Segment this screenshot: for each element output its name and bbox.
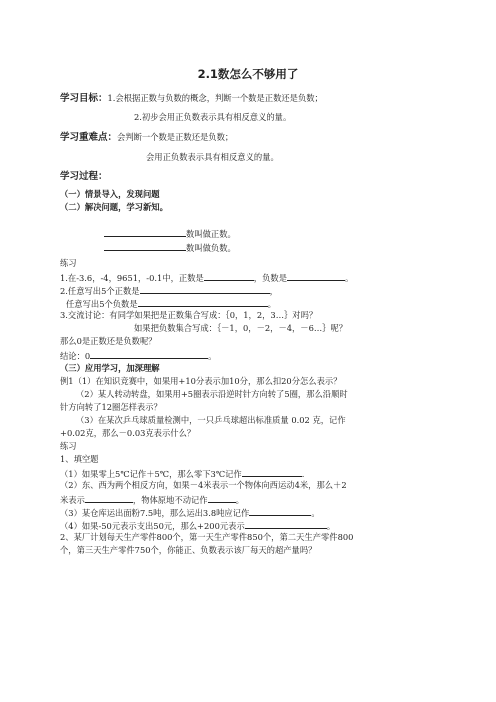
conclusion-text: 结论：0 — [60, 351, 91, 361]
fill-q1 — [60, 467, 304, 480]
fill-q1-text: （1）如果零上5℃记作＋5℃，那么零下3℃记作 — [60, 469, 242, 479]
section-3-heading: （三）应用学习，加深理解 — [60, 363, 160, 373]
example-line-4: （3）在某次乒乓球质量检测中，一只乒乓球超出标准质量 0.02 克，记作 — [76, 415, 346, 425]
question-2-line-1: 2、某厂计划每天生产零件800个，第一天生产零件850个，第二天生产零件800 — [60, 532, 354, 542]
q2a-end: ， — [269, 286, 278, 296]
fill-q4-text: （4）如果-50元表示支出50元，那么+200元表示 — [60, 521, 245, 531]
practice-1-heading: 练习 — [60, 258, 77, 268]
keypoints-row — [60, 132, 233, 143]
practice-1-q1 — [60, 271, 353, 284]
example-line-2: （2）某人转动转盘，如果用+5圈表示沿逆时针方向转了5圈，那么沿顺时 — [76, 389, 348, 399]
q1-positive-blank[interactable] — [204, 271, 254, 281]
page-title: 2.1数怎么不够用了 — [197, 67, 299, 81]
q2-positive-blank[interactable] — [140, 284, 270, 294]
q1-text: 1.在-3.6，-4，9651，-0.1中，正数是 — [60, 273, 204, 283]
q2-negative-blank[interactable] — [138, 297, 268, 307]
fill-q1-blank[interactable] — [242, 467, 302, 477]
example-line-1: 例1（1）在知识竞赛中，如果用+10分表示加10分，那么扣20分怎么表示？ — [60, 376, 342, 386]
example-line-3: 针方向转了12圈怎样表示？ — [60, 402, 162, 412]
fill-q2-blank-2[interactable] — [208, 493, 236, 503]
objective-2: 2.初步会用正负数表示具有相反意义的量。 — [134, 112, 292, 122]
positive-definition-text: 数叫做正数。 — [186, 229, 236, 239]
practice-1-q2b — [66, 297, 276, 310]
conclusion-row — [60, 349, 216, 362]
positive-definition — [104, 227, 236, 240]
practice-2-heading: 练习 — [60, 441, 77, 451]
fill-q3-blank[interactable] — [249, 506, 311, 516]
fill-q1-end: . — [301, 469, 305, 479]
fill-q4-blank[interactable] — [245, 519, 327, 529]
q2b-end: 。 — [267, 299, 276, 309]
q1-negative-text: ，负数是 — [253, 273, 287, 283]
fill-q2a: （2）东、西为两个相反方向，如果－4米表示一个物体向西运动4米，那么＋2 — [60, 480, 347, 490]
fill-q2c-text: ，物体原地不动记作 — [132, 495, 208, 505]
example-line-5: +0.02克，那么－0.03克表示什么？ — [60, 428, 196, 438]
fill-q3-text: （3）某仓库运出面粉7.5吨，那么运出3.8吨应记作 — [60, 508, 250, 518]
practice-1-q3b: 如果把负数集合写成：｛－1，0，－2，－4，－6…｝呢？ — [134, 323, 348, 333]
objectives-row — [60, 93, 323, 104]
fill-q4 — [60, 519, 335, 532]
q1-negative-blank[interactable] — [287, 271, 345, 281]
section-2-heading: （二）解决问题，学习新知。 — [60, 202, 168, 212]
practice-1-q3a: 3.交流讨论：有同学如果把是正数集合写成：｛0，1，2，3…｝对吗？ — [60, 310, 318, 320]
negative-definition-blank[interactable] — [104, 241, 186, 251]
fill-q2b — [60, 493, 244, 506]
fill-q4-end: 。 — [326, 521, 336, 531]
fill-q3-end: 。 — [311, 508, 320, 518]
keypoints-label: 学习重难点： — [60, 132, 118, 143]
objective-1: 1.会根据正数与负数的概念，判断一个数是正数还是负数； — [107, 93, 323, 103]
q1-end: 。 — [345, 273, 354, 283]
conclusion-end: 。 — [208, 351, 217, 361]
negative-definition — [104, 241, 236, 254]
process-label: 学习过程： — [60, 171, 108, 182]
fill-q3 — [60, 506, 320, 519]
positive-definition-blank[interactable] — [104, 227, 186, 237]
fill-q2-blank-1[interactable] — [85, 493, 133, 503]
keypoint-1: 会判断一个数是正数还是负数； — [117, 132, 234, 142]
fill-q2-end: 。 — [235, 495, 244, 505]
process-row — [60, 171, 108, 182]
objectives-label: 学习目标： — [60, 93, 108, 104]
fill-in-heading: 1、填空题 — [60, 454, 99, 464]
section-1-heading: （一）情景导入，发现问题 — [60, 189, 160, 199]
conclusion-blank[interactable] — [90, 349, 208, 359]
question-2-line-2: 个，第三天生产零件750个，你能正、负数表示该厂每天的超产量吗？ — [60, 545, 317, 555]
q2b-text: 任意写出5个负数是 — [66, 299, 138, 309]
practice-1-q3c: 那么0是正数还是负数呢？ — [60, 336, 157, 346]
fill-q2b-text: 米表示 — [60, 495, 85, 505]
practice-1-q2a — [60, 284, 278, 297]
negative-definition-text: 数叫做负数。 — [186, 243, 236, 253]
keypoint-2: 会用正负数表示具有相反意义的量。 — [146, 152, 279, 162]
q2a-text: 2.任意写出5个正数是 — [60, 286, 140, 296]
